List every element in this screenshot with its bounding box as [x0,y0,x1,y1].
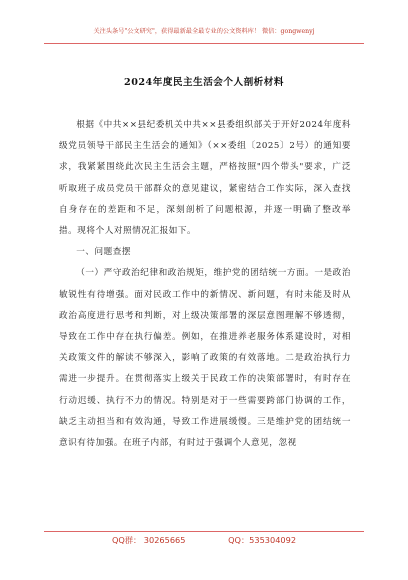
section-heading: 一、问题查摆 [76,247,132,258]
footer-divider [44,531,364,532]
intro-paragraph: 根据《中共××县纪委机关中共××县委组织部关于开好2024年度科级党员领导干部民主生活会的通知》（××委组〔2025〕2号）的通知要求，我紧紧围绕此次民主生活会主题，严格按照"四个带头"要求，广泛听取班子成员党员干部群众的意见建议，紧密结合工作实际，深入查找自身存在的差距和不足，深刻剖析了问题根源，并逐一明确了整改举措。现将个人对照情况汇报如下。 [59,120,351,237]
document-title: 2024年度民主生活会个人剖析材料 [124,77,284,88]
footer-qq: QQ：535304092 [228,535,297,545]
footer-contact [0,535,408,546]
document-body [59,115,351,454]
header-divider [44,43,364,44]
header-notice: 关注头条号"公文研究"，获得最新最全最专业的公文资料库！ 微信：gongwenyj [93,28,315,35]
footer-qq-group: QQ群： 30265665 [111,535,186,545]
body-paragraph: （一）严守政治纪律和政治规矩，维护党的团结统一方面。一是政治敏锐性有待增强。面对民政工作中的新情况、新问题，有时未能及时从政治高度进行思考和判断，对上级决策部署的深层意图理解不够透彻，导致在工作中存在执行偏差。例如，在推进养老服务体系建设时，对相关政策文件的解读不够深入，影响了政策的有效落地。二是政治执行力需进一步提升。在贯彻落实上级关于民政工作的决策部署时，有时存在行动迟缓、执行不力的情况。特别是对于一些需要跨部门协调的工作，缺乏主动担当和有效沟通，导致工作进展缓慢。三是维护党的团结统一意识有待加强。在班子内部，有时过于强调个人意见，忽视 [59,268,351,449]
